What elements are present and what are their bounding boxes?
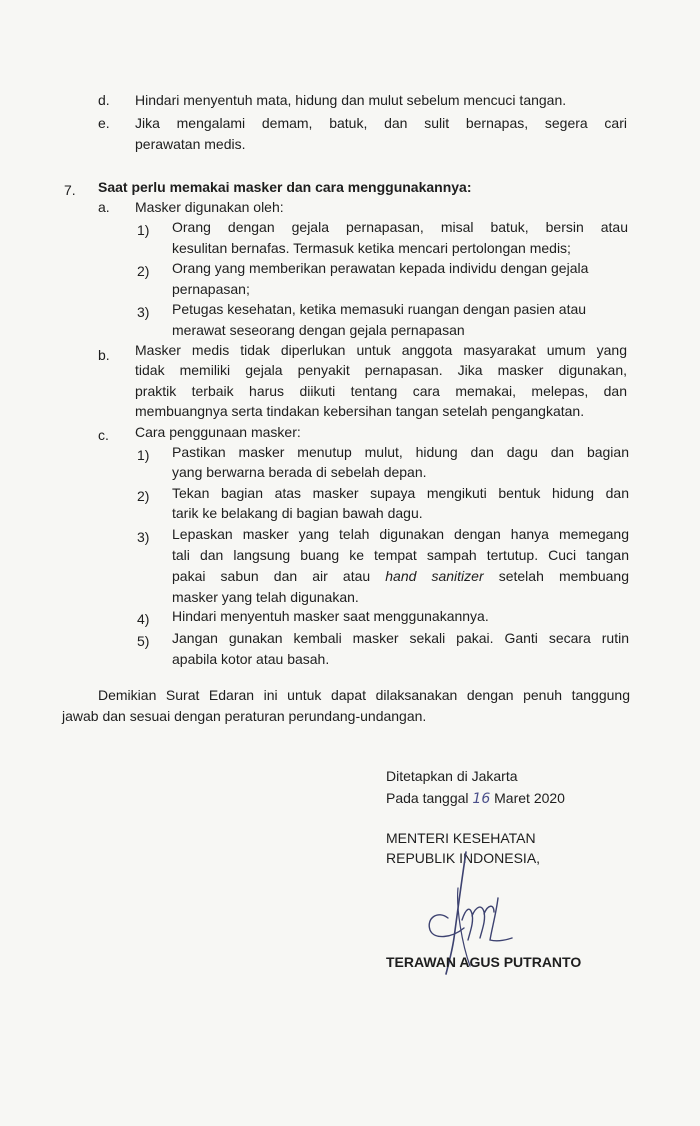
item-a3-line1: Petugas kesehatan, ketika memasuki ruangan dengan pasien atau [172, 301, 587, 317]
closing-line1: Demikian Surat Edaran ini untuk dapat dilaksanakan dengan penuh tanggung [98, 687, 630, 703]
handwritten-date: 16 [472, 791, 491, 807]
item-c5-line2: apabila kotor atau basah. [172, 651, 330, 667]
item-a2-num: 2) [137, 263, 150, 279]
item-a3-num: 3) [137, 304, 150, 320]
date-suffix: Maret 2020 [494, 790, 565, 806]
item-c-label: Cara penggunaan masker: [135, 424, 301, 440]
item-c5-num: 5) [137, 633, 150, 649]
item-c3-line2: tali dan langsung buang ke tempat sampah tertutup. Cuci tangan [172, 547, 629, 563]
item-e-line1: Jika mengalami demam, batuk, dan sulit bernapas, segera cari [135, 115, 627, 131]
list-marker-d: d. [98, 92, 110, 108]
date-prefix: Pada tanggal [386, 790, 469, 806]
item-c3-num: 3) [137, 529, 150, 545]
signatory-name: TERAWAN AGUS PUTRANTO [386, 954, 582, 970]
item-c3-line3-post: setelah membuang [483, 568, 629, 584]
list-marker-a: a. [98, 199, 110, 215]
item-a2-line2: pernapasan; [172, 281, 250, 297]
item-b-line2: tidak memiliki gejala penyakit pernapasan. Jika masker digunakan, [135, 362, 627, 378]
item-b-line4: membuangnya serta tindakan kebersihan tangan setelah pengangkatan. [135, 403, 585, 419]
section-number: 7. [64, 182, 76, 198]
item-c3-line4: masker yang telah digunakan. [172, 589, 359, 605]
item-c3-line3-italic: hand sanitizer [385, 568, 484, 584]
item-c2-line2: tarik ke belakang di bagian bawah dagu. [172, 505, 423, 521]
item-a2-line1: Orang yang memberikan perawatan kepada individu dengan gejala [172, 260, 589, 276]
place-of-issue: Ditetapkan di Jakarta [386, 768, 518, 784]
item-c4-num: 4) [137, 611, 150, 627]
item-c4-line1: Hindari menyentuh masker saat menggunakannya. [172, 608, 489, 624]
item-a1-line2: kesulitan bernafas. Termasuk ketika mencari pertolongan medis; [172, 240, 571, 256]
item-c2-num: 2) [137, 488, 150, 504]
item-c3-line3-pre: pakai sabun dan air atau [172, 568, 386, 584]
list-marker-e: e. [98, 115, 110, 131]
item-c3-line1: Lepaskan masker yang telah digunakan dengan hanya memegang [172, 526, 629, 542]
list-marker-c: c. [98, 427, 109, 443]
section-title: Saat perlu memakai masker dan cara menggunakannya: [98, 179, 472, 195]
closing-line2: jawab dan sesuai dengan peraturan perundang-undangan. [62, 708, 427, 724]
item-a3-line2: merawat seseorang dengan gejala pernapasan [172, 322, 465, 338]
item-e-line2: perawatan medis. [135, 136, 246, 152]
list-marker-b: b. [98, 347, 110, 363]
item-c1-line2: yang berwarna berada di sebelah depan. [172, 464, 427, 480]
item-b-line3: praktik terbaik harus diikuti tentang cara memakai, melepas, dan [135, 383, 627, 399]
position-line2: REPUBLIK INDONESIA, [386, 850, 541, 866]
item-a-label: Masker digunakan oleh: [135, 199, 284, 215]
item-c1-line1: Pastikan masker menutup mulut, hidung dan dagu dan bagian [172, 444, 629, 460]
item-a1-line1: Orang dengan gejala pernapasan, misal batuk, bersin atau [172, 219, 628, 235]
item-c2-line1: Tekan bagian atas masker supaya mengikuti bentuk hidung dan [172, 485, 629, 501]
item-c3-line3 [172, 567, 629, 585]
position-line1: MENTERI KESEHATAN [386, 830, 536, 846]
item-d-text: Hindari menyentuh mata, hidung dan mulut sebelum mencuci tangan. [135, 92, 567, 108]
item-c5-line1: Jangan gunakan kembali masker sekali pakai. Ganti secara rutin [172, 630, 629, 646]
item-b-line1: Masker medis tidak diperlukan untuk anggota masyarakat umum yang [135, 342, 627, 358]
item-c1-num: 1) [137, 447, 150, 463]
item-a1-num: 1) [137, 222, 150, 238]
date-line [386, 789, 565, 808]
